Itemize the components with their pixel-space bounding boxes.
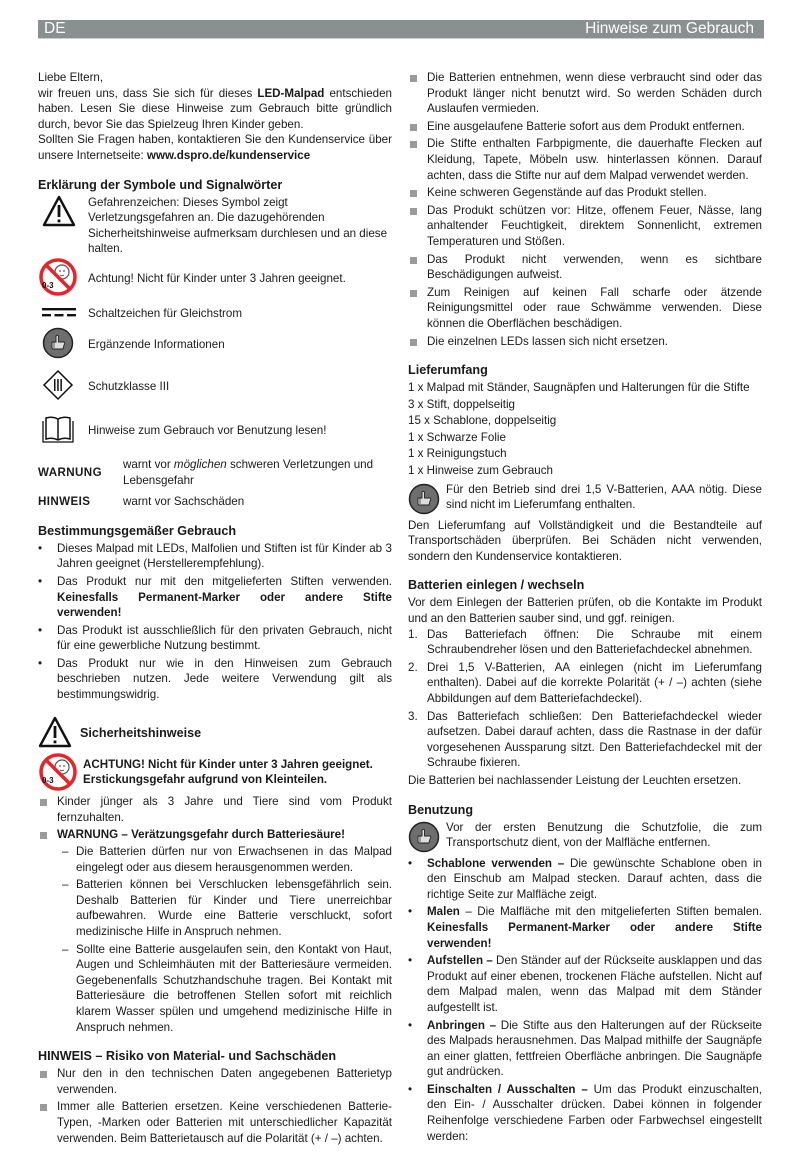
signal-word: HINWEIS xyxy=(38,495,91,509)
list-item xyxy=(38,827,392,1035)
sq-list xyxy=(408,70,762,349)
list-item-text: Keine schweren Gegenstände auf das Produkt stellen. xyxy=(427,186,707,200)
list-item-text: Das Produkt nicht verwenden, wenn es sichtbare Beschädigungen aufweist. xyxy=(427,252,762,282)
bold-text: Anbringen – xyxy=(427,1018,497,1032)
symbol-description: Schutzklasse III xyxy=(88,380,170,394)
safety-heading xyxy=(38,716,392,753)
item-number: 3. xyxy=(408,709,418,723)
list-item xyxy=(408,1018,762,1080)
symbols-section xyxy=(38,177,392,510)
symbol-description: Ergänzende Informationen xyxy=(88,338,225,352)
list-item-text xyxy=(427,1019,762,1079)
safety-continued-section xyxy=(408,70,762,349)
dot-list xyxy=(38,541,392,703)
bold-text: WARNUNG – Verätzungsgefahr durch Batteriesäure! xyxy=(57,828,345,842)
signal-word-description: warnt vor Sachschäden xyxy=(123,495,245,509)
signal-word-row xyxy=(38,494,392,510)
batteries-section xyxy=(408,577,762,788)
list-item xyxy=(408,953,762,1015)
paragraph: Vor dem Einlegen der Batterien prüfen, ob die Kontakte im Produkt und an den Batterien sauber sind, und ggf. reinigen. xyxy=(408,596,762,626)
symbol-description: Gefahrenzeichen: Dieses Symbol zeigt Verletzungsgefahren an. Die dazugehörenden Sicherheitshinweise aufmerksam durchlesen und an diese halten. xyxy=(88,195,388,256)
list-item-text: Drei 1,5 V-Batterien, AA einlegen (nicht im Lieferumfang enthalten). Dabei auf die korrekte Polarität (+ / –) achten (siehe Abbildungen auf dem Batteriefachdeckel). xyxy=(427,660,762,705)
list-item xyxy=(408,136,762,183)
symbol-row xyxy=(38,257,392,301)
right-column xyxy=(408,70,762,1166)
list-item xyxy=(38,1099,392,1146)
list-item-text: Nur den in den technischen Daten angegebenen Batterietyp verwenden. xyxy=(57,1067,392,1096)
list-item-text xyxy=(427,857,762,901)
safety-section xyxy=(38,716,392,1036)
paragraph: Die Batterien bei nachlassender Leistung der Leuchten ersetzen. xyxy=(408,773,742,787)
text-run: Die gewünschte Schablone oben in den Einschub am Malpad stecken. Darauf achten, dass die richtige Seite zur Malfläche zeigt. xyxy=(427,856,762,901)
list-item xyxy=(408,627,762,658)
dash-list xyxy=(57,844,392,1035)
svg-text:0-3: 0-3 xyxy=(42,776,54,786)
material-damage-section xyxy=(38,1048,392,1146)
no-kids-icon xyxy=(38,257,78,302)
list-item-text xyxy=(57,828,345,841)
book-icon xyxy=(42,415,74,448)
safety-heading-text: Sicherheitshinweise xyxy=(80,726,202,741)
text-run: schweren Verletzungen und Lebensgefahr xyxy=(123,457,374,487)
list-item-text xyxy=(57,575,392,619)
item-number: 1. xyxy=(408,627,418,641)
list-item-text: Das Produkt schützen vor: Hitze, offenem Feuer, Nässe, lang anhaltender Feuchtigkeit, direktem Sonnenlicht, extremen Temperaturen und Stößen. xyxy=(427,203,762,248)
delivery-item: 3 x Stift, doppelseitig xyxy=(408,397,515,411)
symbol-description: Schaltzeichen für Gleichstrom xyxy=(88,307,243,321)
info-note xyxy=(408,820,762,854)
text-run: Das Produkt nur mit den mitgelieferten Stiften verwenden. xyxy=(57,574,392,588)
list-item-text: Die Batterien dürfen nur von Erwachsenen in das Malpad eingelegt oder aus diesem herausgenommen werden. xyxy=(76,845,392,874)
list-item xyxy=(408,1082,762,1144)
symbol-description: Achtung! Nicht für Kinder unter 3 Jahren geeignet. xyxy=(88,272,346,286)
symbol-description: Hinweise zum Gebrauch vor Benutzung lesen! xyxy=(88,424,327,438)
text-run: warnt vor xyxy=(123,457,174,471)
bold-text: Keinesfalls Permanent-Marker oder andere Stifte verwenden! xyxy=(57,590,392,620)
symbol-row xyxy=(38,327,392,363)
list-item xyxy=(408,709,762,771)
text-run: – Die Malfläche mit den mitgelieferten Stiften bemalen. xyxy=(459,905,762,919)
delivery-item: 15 x Schablone, doppelseitig xyxy=(408,414,557,428)
list-item xyxy=(408,252,762,283)
svg-text:0-3: 0-3 xyxy=(42,280,54,290)
italic-text: möglichen xyxy=(173,457,227,471)
warning-triangle-icon xyxy=(42,195,76,232)
list-item xyxy=(408,185,762,201)
list-item-text: Die einzelnen LEDs lassen sich nicht ersetzen. xyxy=(427,334,669,348)
symbol-row xyxy=(38,301,392,327)
section-heading: Erklärung der Symbole und Signalwörter xyxy=(38,177,283,192)
delivery-item: 1 x Reinigungstuch xyxy=(408,447,507,461)
note-text: Für den Betrieb sind drei 1,5 V-Batterien, AAA nötig. Diese sind nicht im Lieferumfang enthalten. xyxy=(446,482,762,512)
text-run: Die Stifte aus den Halterungen auf der Rückseite des Malpads herausnehmen. Das Malpad mithilfe der Saugnäpfe an einer glatten, fettfreien Oberfläche anbringen. Die Saugnäpfe gut andrücken. xyxy=(427,1018,762,1079)
bold-text: Schablone verwenden – xyxy=(427,856,565,870)
text-run: wir freuen uns, dass Sie sich für dieses xyxy=(38,86,258,100)
section-heading: HINWEIS – Risiko von Material- und Sachschäden xyxy=(38,1049,337,1064)
paragraph: Liebe Eltern, xyxy=(38,71,104,84)
signal-word-row xyxy=(38,457,392,488)
list-item xyxy=(408,660,762,707)
delivery-item: 1 x Malpad mit Ständer, Saugnäpfen und Halterungen für die Stifte xyxy=(408,381,750,395)
bold-text: LED-Malpad xyxy=(257,86,325,100)
section-heading: Batterien einlegen / wechseln xyxy=(408,578,585,593)
list-item xyxy=(38,574,392,621)
list-item-text: Das Batteriefach öffnen: Die Schraube mit einem Schraubendreher lösen und den Batteriefachdeckel abnehmen. xyxy=(427,627,762,657)
dc-icon xyxy=(42,306,76,323)
symbol-row xyxy=(38,363,392,411)
info-hand-icon xyxy=(408,483,440,520)
list-item xyxy=(38,656,392,703)
list-item-text: Das Batteriefach schließen: Den Batteriefachdeckel wieder aufsetzen. Dabei darauf achten, dass die Rastnase in der dafür vorgesehenen Aussparung sitzt. Den Batteriefachdeckel mit der Schraube fixieren. xyxy=(427,709,762,770)
sq-list xyxy=(38,1066,392,1146)
text-run: Den Ständer auf der Rückseite ausklappen und das Produkt auf einer ebenen, trockenen Fläche aufstellen. Nicht auf dem Malpad malen, wenn das Malpad mit dem Ständer aufgestellt ist. xyxy=(427,954,763,1014)
delivery-item: 1 x Hinweise zum Gebrauch xyxy=(408,464,553,478)
list-item-text xyxy=(427,905,762,949)
delivery-item: 1 x Schwarze Folie xyxy=(408,430,506,444)
section-heading: Bestimmungsgemäßer Gebrauch xyxy=(38,523,237,538)
bold-text: www.dspro.de/kundenservice xyxy=(146,148,311,162)
signal-word-description xyxy=(123,457,392,488)
symbol-row xyxy=(38,195,392,257)
usage-section xyxy=(408,802,762,1145)
age-warning-text: ACHTUNG! Nicht für Kinder unter 3 Jahren geeignet. Erstickungsgefahr aufgrund von Kleinteilen. xyxy=(83,757,373,787)
bold-text: Aufstellen – xyxy=(427,954,493,968)
text-run: entschieden haben. Lesen Sie diese Hinweise zum Gebrauch bitte gründlich durch, bevor Sie das Spielzeug Ihren Kinder geben. xyxy=(38,86,392,131)
age-warning xyxy=(38,752,392,792)
diamond-icon xyxy=(42,369,74,406)
dot-list xyxy=(408,856,762,1145)
list-item xyxy=(57,942,392,1036)
list-item-text: Das Produkt nur wie in den Hinweisen zum Gebrauch beschrieben nutzen. Jede weitere Verwendung gilt als bestimmungswidrig. xyxy=(57,656,392,702)
list-item xyxy=(408,334,762,350)
bold-text: Einschalten / Ausschalten – xyxy=(427,1082,588,1096)
info-hand-icon xyxy=(408,821,440,858)
page-header xyxy=(38,20,764,39)
header-title: Hinweise zum Gebrauch xyxy=(585,20,754,37)
text-run: Um das Produkt einzuschalten, den Ein- / Ausschalter drücken. Dabei können in folgender Reihenfolge verschiedene Farben oder Farbwechsel eingestellt werden: xyxy=(427,1082,762,1143)
list-item xyxy=(408,119,762,135)
list-item-text xyxy=(427,954,762,1014)
list-item xyxy=(38,1066,392,1097)
intended-use-section xyxy=(38,523,392,703)
list-item xyxy=(38,541,392,572)
note-text: Vor der ersten Benutzung die Schutzfolie, die zum Transportschutz dient, von der Malfläche entfernen. xyxy=(446,820,762,850)
list-item xyxy=(57,877,392,939)
list-item xyxy=(408,203,762,250)
list-item xyxy=(408,856,762,903)
paragraph xyxy=(38,132,392,163)
list-item xyxy=(408,904,762,951)
paragraph xyxy=(38,86,392,133)
list-item-text: Die Stifte enthalten Farbpigmente, die dauerhafte Flecken auf Kleidung, Tapete, Möbeln usw. hinterlassen können. Darauf achten, dass die Stifte nur auf dem Malpad verwendet werden. xyxy=(427,137,762,182)
text-run: Sollten Sie Fragen haben, kontaktieren Sie den Kundenservice über unsere Internetseite: xyxy=(38,133,392,162)
list-item-text: Sollte eine Batterie ausgelaufen sein, den Kontakt von Haut, Augen und Schleimhäuten mit der Batteriesäure vermeiden. Gegebenenfalls Schutzhandschuhe tragen. Bei Kontakt mit Batteriesäure die betroffenen Stellen sofort mit reichlich klarem Wasser spülen und umgehend medizinische Hilfe in Anspruch nehmen. xyxy=(76,942,392,1034)
list-item-text: Das Produkt ist ausschließlich für den privaten Gebrauch, nicht für eine gewerbliche Nutzung bestimmt. xyxy=(57,623,392,653)
list-item xyxy=(38,794,392,825)
list-item xyxy=(38,623,392,654)
symbol-row xyxy=(38,411,392,451)
no-kids-icon xyxy=(38,752,78,797)
info-note xyxy=(408,482,762,516)
list-item xyxy=(408,70,762,117)
list-item-text: Batterien können bei Verschlucken lebensgefährlich sein. Deshalb Batterien für Kinder und Tiere unerreichbar aufbewahren. Wurde eine Batterie verschluckt, sofort medizinische Hilfe in Anspruch nehmen. xyxy=(76,878,392,938)
delivery-section xyxy=(408,362,762,564)
list-item xyxy=(57,844,392,875)
warning-triangle-icon xyxy=(38,716,72,753)
list-item-text: Dieses Malpad mit LEDs, Malfolien und Stiften ist für Kinder ab 3 Jahren geeignet (Herstellerempfehlung). xyxy=(57,541,392,571)
intro-section xyxy=(38,70,392,164)
delivery-list xyxy=(408,380,762,480)
list-item-text: Immer alle Batterien ersetzen. Keine verschiedenen Batterie-Typen, -Marken oder Batterien mit unterschiedlicher Kapazität verwenden. Beim Batterietausch auf die Polarität (+ / –) achten. xyxy=(57,1100,392,1145)
left-column xyxy=(38,70,392,1168)
sq-list xyxy=(38,794,392,1035)
info-hand-icon xyxy=(42,327,74,364)
list-item-text: Zum Reinigen auf keinen Fall scharfe oder ätzende Reinigungsmittel oder raue Schwämme verwenden. Diese können die Oberflächen beschädigen. xyxy=(427,285,762,330)
list-item xyxy=(408,285,762,332)
bold-text: Malen xyxy=(427,905,460,919)
signal-word: WARNUNG xyxy=(38,465,102,479)
section-heading: Benutzung xyxy=(408,802,474,817)
num-list xyxy=(408,627,762,771)
section-heading: Lieferumfang xyxy=(408,363,488,378)
bold-text: Keinesfalls Permanent-Marker oder andere Stifte verwenden! xyxy=(427,920,762,950)
list-item-text: Eine ausgelaufene Batterie sofort aus dem Produkt entfernen. xyxy=(427,119,745,133)
paragraph: Den Lieferumfang auf Vollständigkeit und die Bestandteile auf Transportschäden überprüfen. Bei Schäden nicht verwenden, sondern den Kundenservice kontaktieren. xyxy=(408,518,762,563)
language-code: DE xyxy=(44,20,66,37)
list-item-text: Die Batterien entnehmen, wenn diese verbraucht sind oder das Produkt länger nicht benutzt wird. So werden Schäden durch Auslaufen vermieden. xyxy=(427,71,762,116)
item-number: 2. xyxy=(408,660,418,674)
list-item-text: Kinder jünger als 3 Jahre und Tiere sind vom Produkt fernzuhalten. xyxy=(57,795,392,824)
